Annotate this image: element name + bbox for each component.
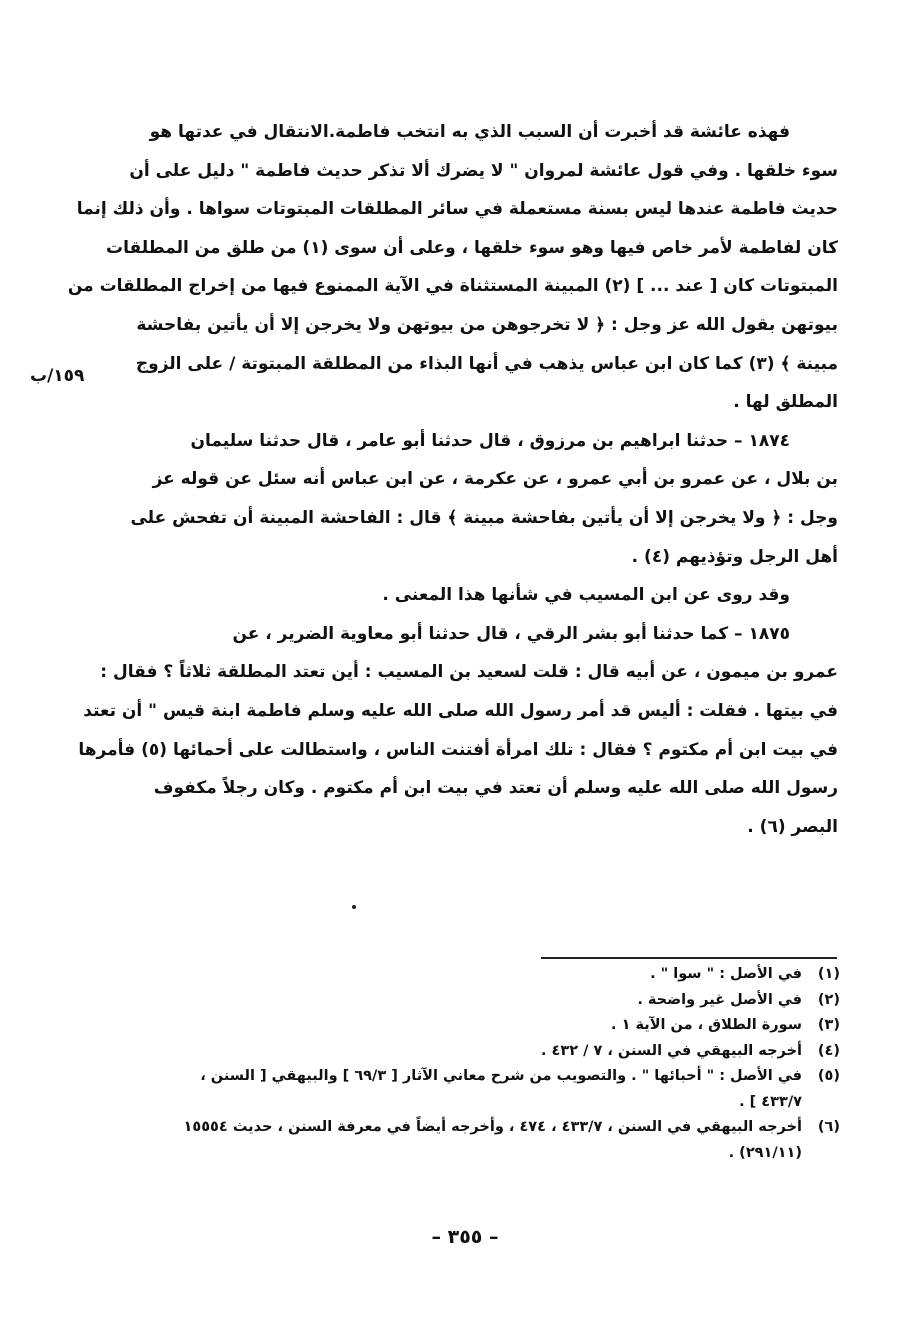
footnote-text: (٢٩١/١١) . <box>728 1144 802 1161</box>
text-line: بيوتهن بقول الله عز وجل : ﴿ لا تخرجوهن من بيوتهن ولا يخرجن إلا أن يأتين بفاحشة <box>136 314 838 335</box>
text-line: حديث فاطمة عندها ليس بسنة مستعملة في سائر المطلقات المبتوتات سواها . وأن ذلك إنما <box>76 199 838 220</box>
footnote-item <box>118 988 840 1014</box>
text-line: بن بلال ، عن عمرو بن أبي عمرو ، عن عكرمة ، عن ابن عباس أنه سئل عن قوله عز <box>152 469 838 490</box>
main-text-body <box>67 113 838 846</box>
text-line: المبتوتات كان [ عند ... ] (٢) المبينة المستثناة في الآية الممنوع فيها من إخراج المطلقات من <box>67 276 838 297</box>
footnote-text: في الأصل : " أحبائها " . والتصويب من شرح معاني الآثار [ ٦٩/٣ ] والبيهقي [ السنن ، <box>200 1068 802 1084</box>
text-line: كان لفاطمة لأمر خاص فيها وهو سوء خلقها ، وعلى أن سوى (١) من طلق من المطلقات <box>106 237 838 258</box>
footnote-divider <box>541 957 837 959</box>
text-line: سوء خلقها . وفي قول عائشة لمروان " لا يضرك ألا تذكر حديث فاطمة " دليل على أن <box>129 160 838 181</box>
footnote-number: (٤) <box>817 1042 840 1059</box>
footnote-number: (٥) <box>817 1068 840 1084</box>
stray-dot <box>352 905 356 909</box>
footnote-number: (٢) <box>817 991 840 1008</box>
hadith-1875-line: ١٨٧٥ – كما حدثنا أبو بشر الرقي ، قال حدثنا أبو معاوية الضرير ، عن <box>232 623 790 644</box>
text-line: رسول الله صلى الله عليه وسلم أن تعتد في بيت ابن أم مكتوم . وكان رجلاً مكفوف <box>153 778 838 799</box>
footnote-number: (٣) <box>817 1017 840 1033</box>
text-line: وقد روى عن ابن المسيب في شأنها هذا المعنى . <box>382 585 790 606</box>
text-line: مبينة ﴾ (٣) كما كان ابن عباس يذهب في أنها البذاء من المطلقة المبتوتة / على الزوج <box>135 353 838 374</box>
footnote-text: سورة الطلاق ، من الآية ١ . <box>611 1017 802 1033</box>
text-line: عمرو بن ميمون ، عن أبيه قال : قلت لسعيد بن المسيب : أين تعتد المطلقة ثلاثاً ؟ فقال : <box>100 662 838 683</box>
footnote-number: (٦) <box>817 1119 840 1135</box>
footnote-text: في الأصل : " سوا " . <box>650 966 802 982</box>
footnote-text: أخرجه البيهقي في السنن ، ٧ / ٤٣٢ . <box>540 1042 802 1059</box>
hadith-1874-line: ١٨٧٤ – حدثنا ابراهيم بن مرزوق ، قال حدثنا أبو عامر ، قال حدثنا سليمان <box>190 430 790 451</box>
text-line: في بيت ابن أم مكتوم ؟ فقال : تلك امرأة أفتنت الناس ، واستطالت على أحمائها (٥) فأمرها <box>78 739 838 760</box>
footnote-text: أخرجه البيهقي في السنن ، ٤٣٣/٧ ، ٤٧٤ ، وأخرجه أيضاً في معرفة السنن ، حديث ١٥٥٥٤ <box>183 1119 802 1135</box>
text-line: في بيتها . فقلت : أليس قد أمر رسول الله صلى الله عليه وسلم فاطمة ابنة قيس " أن تعتد <box>83 700 838 721</box>
text-line: فهذه عائشة قد أخبرت أن السبب الذي به انتخب فاطمة.الانتقال في عدتها هو <box>149 122 790 142</box>
text-line: وجل : ﴿ ولا يخرجن إلا أن يأتين بفاحشة مبينة ﴾ قال : الفاحشة المبينة أن تفحش على <box>130 507 838 528</box>
footnote-item <box>118 1039 840 1065</box>
text-line: المطلق لها . <box>733 392 838 413</box>
footnote-text: في الأصل غير واضحة . <box>637 991 802 1008</box>
footnote-item <box>118 962 840 988</box>
footnote-text: ٤٣٣/٧ ] . <box>739 1093 802 1110</box>
footnote-number: (١) <box>817 966 840 982</box>
footnote-item <box>118 1115 840 1166</box>
footnote-item <box>118 1013 840 1039</box>
text-line: البصر (٦) . <box>747 816 838 837</box>
text-line: أهل الرجل وتؤذيهم (٤) . <box>631 546 838 567</box>
footnotes <box>118 962 840 1166</box>
page-number: – ٣٥٥ – <box>431 1226 499 1248</box>
footnote-item <box>118 1064 840 1115</box>
margin-folio-note: ١٥٩/ب <box>30 366 85 386</box>
